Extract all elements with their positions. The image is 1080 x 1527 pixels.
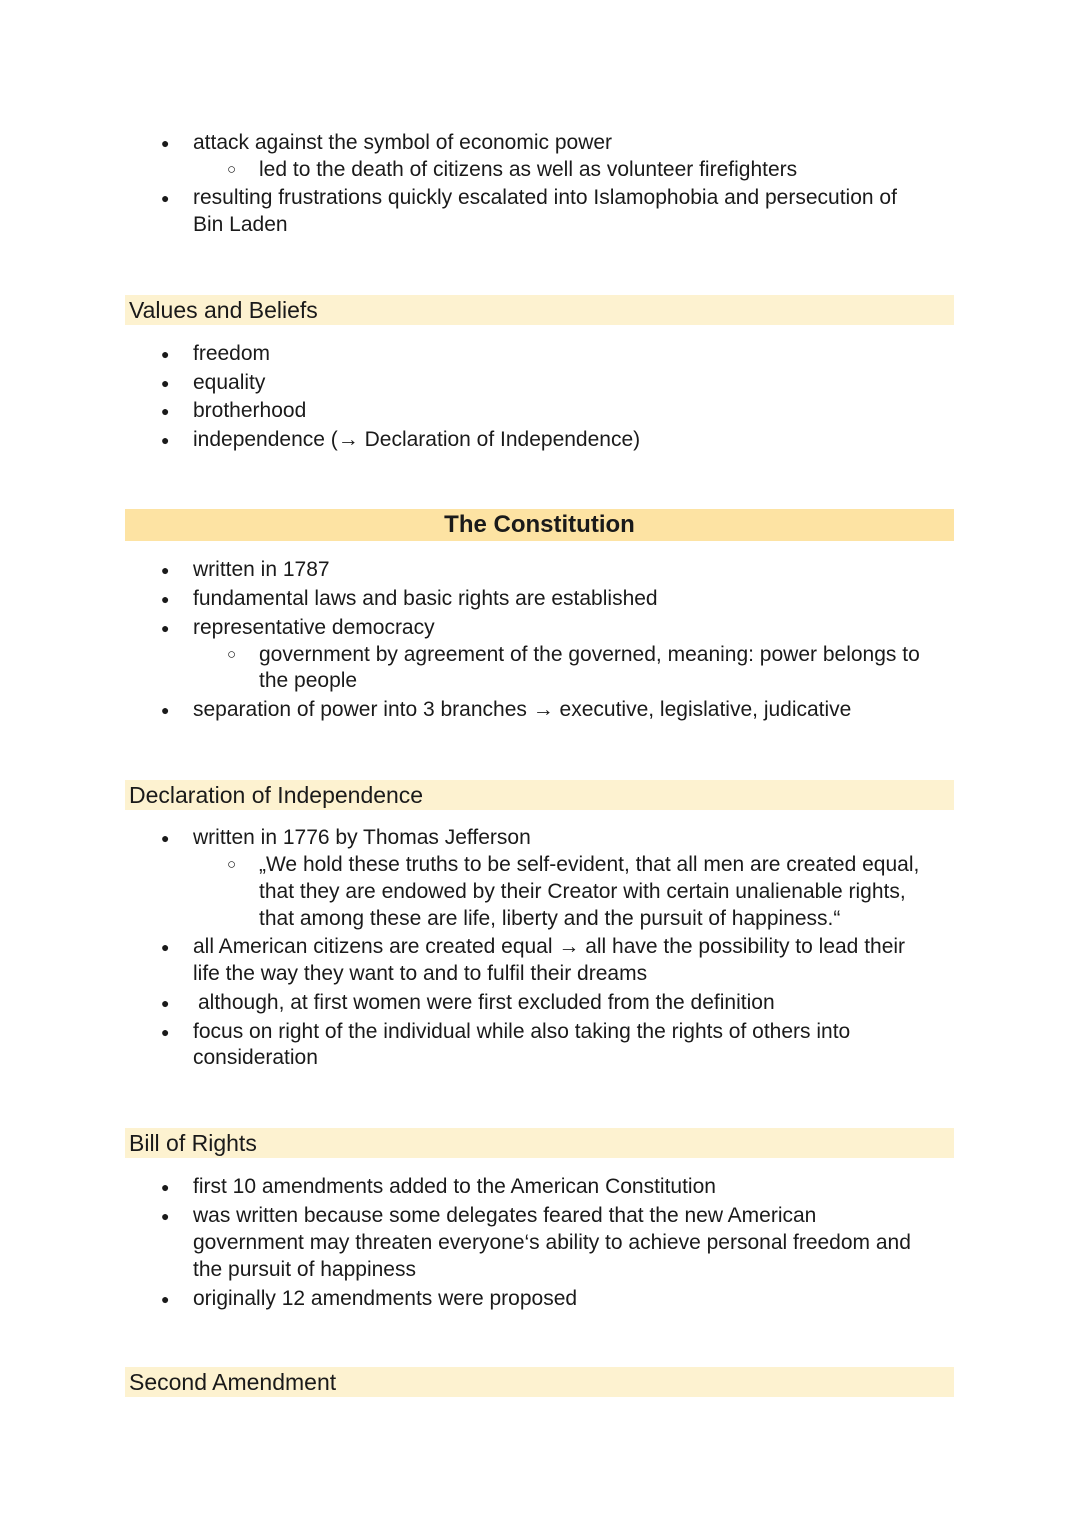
quote-line: that among these are life, liberty and the pursuit of happiness.“ xyxy=(259,907,841,930)
bullet: ● xyxy=(161,432,170,448)
list-item: was written because some delegates feared that the new American xyxy=(193,1204,817,1227)
quote-line: „We hold these truths to be self-evident, that all men are created equal, xyxy=(259,853,920,876)
list-item: government by agreement of the governed, meaning: power belongs to xyxy=(259,643,920,666)
section-heading-declaration xyxy=(125,780,954,810)
section-heading-values xyxy=(125,295,954,325)
bullet: ● xyxy=(161,403,170,419)
bullet: ● xyxy=(161,591,170,607)
sub-bullet: ○ xyxy=(227,856,237,873)
list-item: representative democracy xyxy=(193,616,435,639)
list-item-continuation: the pursuit of happiness xyxy=(193,1258,416,1281)
list-item: separation of power into 3 branches → executive, legislative, judicative xyxy=(193,698,852,721)
bullet: ● xyxy=(161,620,170,636)
bullet: ● xyxy=(161,135,170,151)
list-item: first 10 amendments added to the American Constitution xyxy=(193,1175,716,1198)
bullet: ● xyxy=(161,939,170,955)
list-item: led to the death of citizens as well as volunteer firefighters xyxy=(259,158,798,181)
bullet: ● xyxy=(161,1024,170,1040)
bullet: ● xyxy=(161,375,170,391)
section-heading-bill-of-rights xyxy=(125,1128,954,1158)
list-item-continuation: government may threaten everyone‘s ability to achieve personal freedom and xyxy=(193,1231,911,1254)
bullet: ● xyxy=(161,190,170,206)
section-title: Values and Beliefs xyxy=(129,297,318,323)
section-title: Declaration of Independence xyxy=(129,782,424,808)
section-heading-constitution xyxy=(125,509,954,541)
list-item-continuation: consideration xyxy=(193,1046,318,1069)
list-item: although, at first women were first excluded from the definition xyxy=(198,991,775,1014)
bullet: ● xyxy=(161,1291,170,1307)
section-title: Bill of Rights xyxy=(129,1130,257,1156)
list-item: fundamental laws and basic rights are established xyxy=(193,587,658,610)
list-item: originally 12 amendments were proposed xyxy=(193,1287,578,1310)
list-item-continuation: life the way they want to and to fulfil their dreams xyxy=(193,962,648,985)
list-item: brotherhood xyxy=(193,399,307,422)
bullet: ● xyxy=(161,702,170,718)
list-item: written in 1787 xyxy=(193,558,330,581)
list-item: freedom xyxy=(193,342,271,365)
section-title: The Constitution xyxy=(444,511,635,538)
list-item: written in 1776 by Thomas Jefferson xyxy=(193,826,531,849)
list-item: equality xyxy=(193,371,266,394)
list-item-continuation: the people xyxy=(259,669,358,692)
list-item: all American citizens are created equal → all have the possibility to lead their xyxy=(193,935,906,958)
list-item-continuation: Bin Laden xyxy=(193,213,288,236)
list-item: attack against the symbol of economic power xyxy=(193,131,613,154)
quote-line: that they are endowed by their Creator with certain unalienable rights, xyxy=(259,880,906,903)
sub-bullet: ○ xyxy=(227,161,237,178)
sub-bullet: ○ xyxy=(227,646,237,663)
bullet: ● xyxy=(161,995,170,1011)
list-item: resulting frustrations quickly escalated into Islamophobia and persecution of xyxy=(193,186,897,209)
bullet: ● xyxy=(161,346,170,362)
bullet: ● xyxy=(161,1208,170,1224)
section-heading-second-amendment xyxy=(125,1367,954,1397)
list-item: focus on right of the individual while also taking the rights of others into xyxy=(193,1020,851,1043)
bullet: ● xyxy=(161,562,170,578)
list-item: independence (→ Declaration of Independence) xyxy=(193,428,641,451)
bullet: ● xyxy=(161,830,170,846)
bullet: ● xyxy=(161,1179,170,1195)
section-title: Second Amendment xyxy=(129,1369,337,1395)
